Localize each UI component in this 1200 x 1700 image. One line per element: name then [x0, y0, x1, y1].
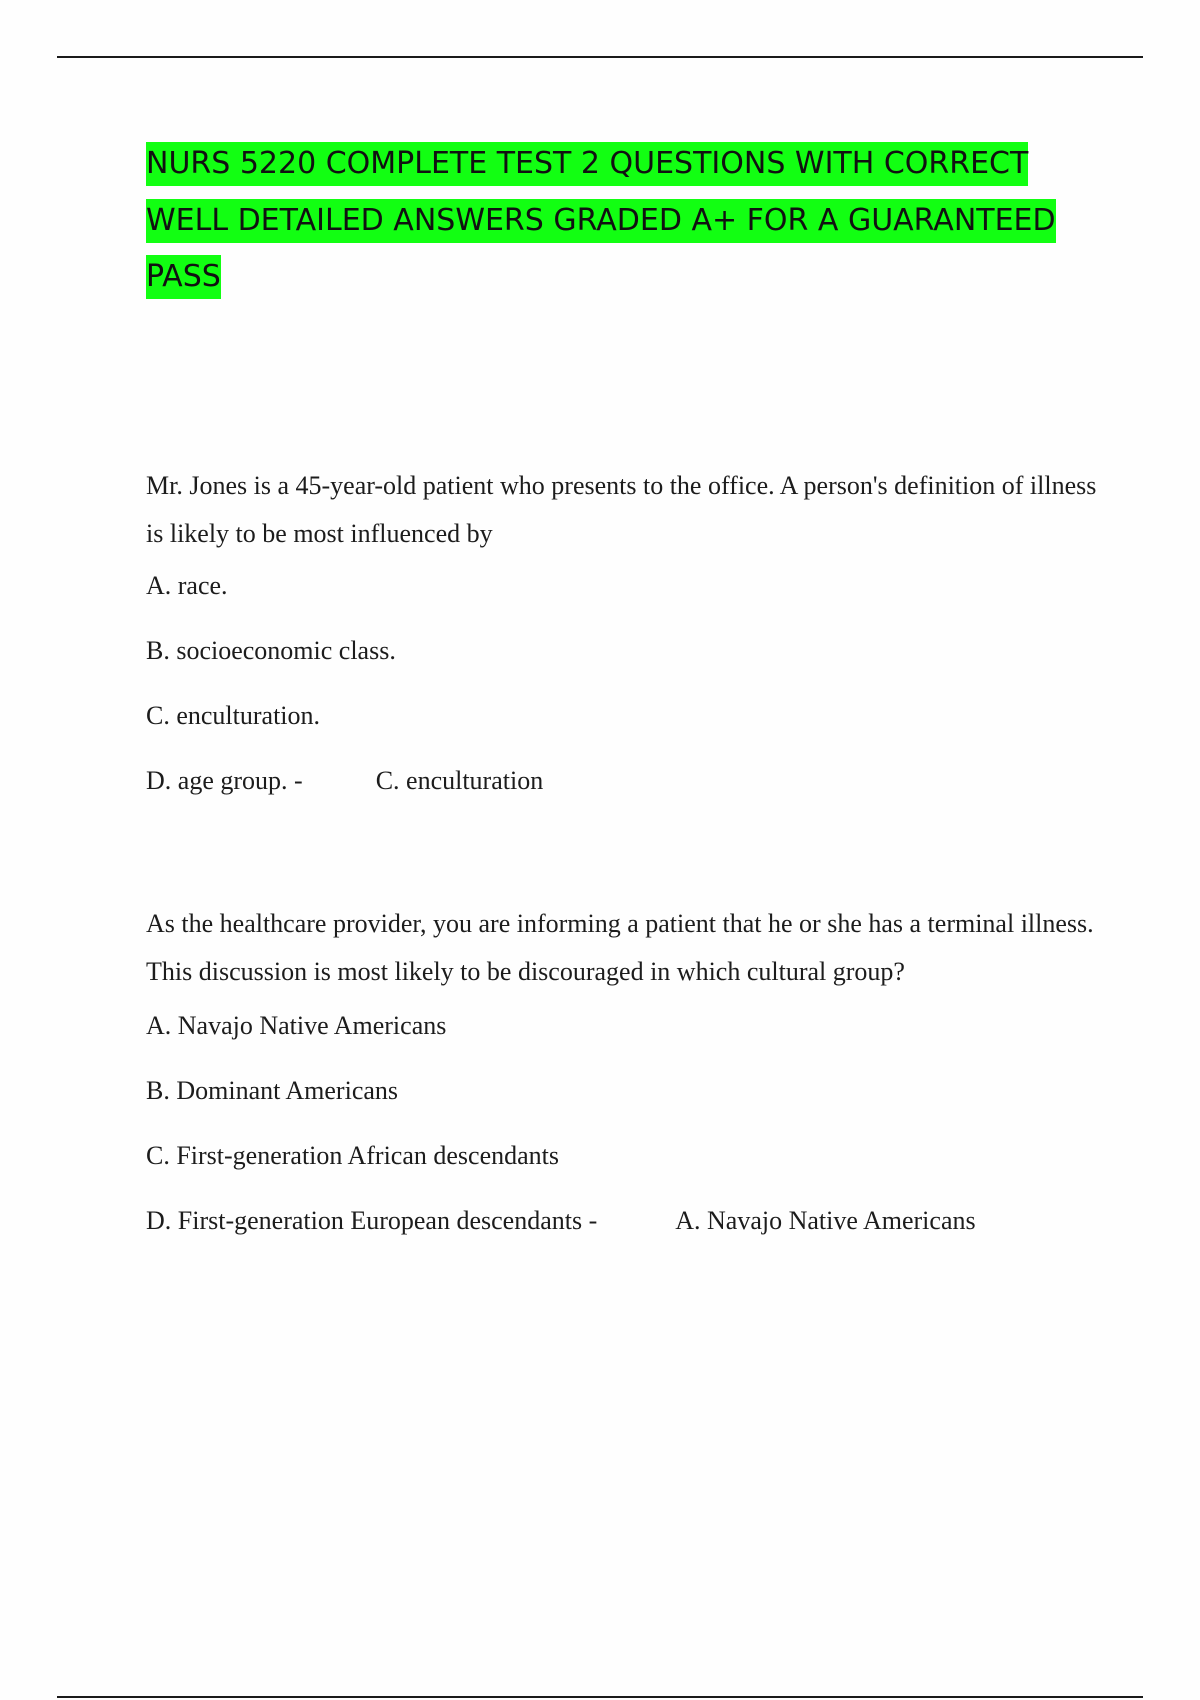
- option-d: D. age group. -: [146, 766, 303, 795]
- option-d-row: [146, 1206, 1106, 1236]
- document-title: [146, 136, 1086, 306]
- option-b: B. socioeconomic class.: [146, 636, 396, 665]
- question-stem: As the healthcare provider, you are informing a patient that he or she has a terminal illness. This discussion is most likely to be discouraged in which cultural group?: [146, 909, 1094, 986]
- option-c: C. enculturation.: [146, 701, 321, 730]
- option-a: A. Navajo Native Americans: [146, 1011, 447, 1040]
- option-d: D. First-generation European descendants -: [146, 1206, 598, 1235]
- option-b: B. Dominant Americans: [146, 1076, 399, 1105]
- question-1: [146, 462, 1106, 796]
- option-a: A. race.: [146, 571, 228, 600]
- correct-answer: A. Navajo Native Americans: [675, 1206, 976, 1235]
- question-2: [146, 900, 1106, 1236]
- header-rule: [57, 56, 1143, 58]
- option-d-row: [146, 766, 1106, 796]
- document-title-text: NURS 5220 COMPLETE TEST 2 QUESTIONS WITH CORRECT WELL DETAILED ANSWERS GRADED A+ FOR A GUARANTEED PASS: [146, 142, 1056, 299]
- question-stem: Mr. Jones is a 45-year-old patient who presents to the office. A person's definition of illness is likely to be most influenced by: [146, 471, 1097, 548]
- footer-rule: [57, 1696, 1143, 1698]
- correct-answer: C. enculturation: [375, 766, 544, 795]
- option-c: C. First-generation African descendants: [146, 1141, 559, 1170]
